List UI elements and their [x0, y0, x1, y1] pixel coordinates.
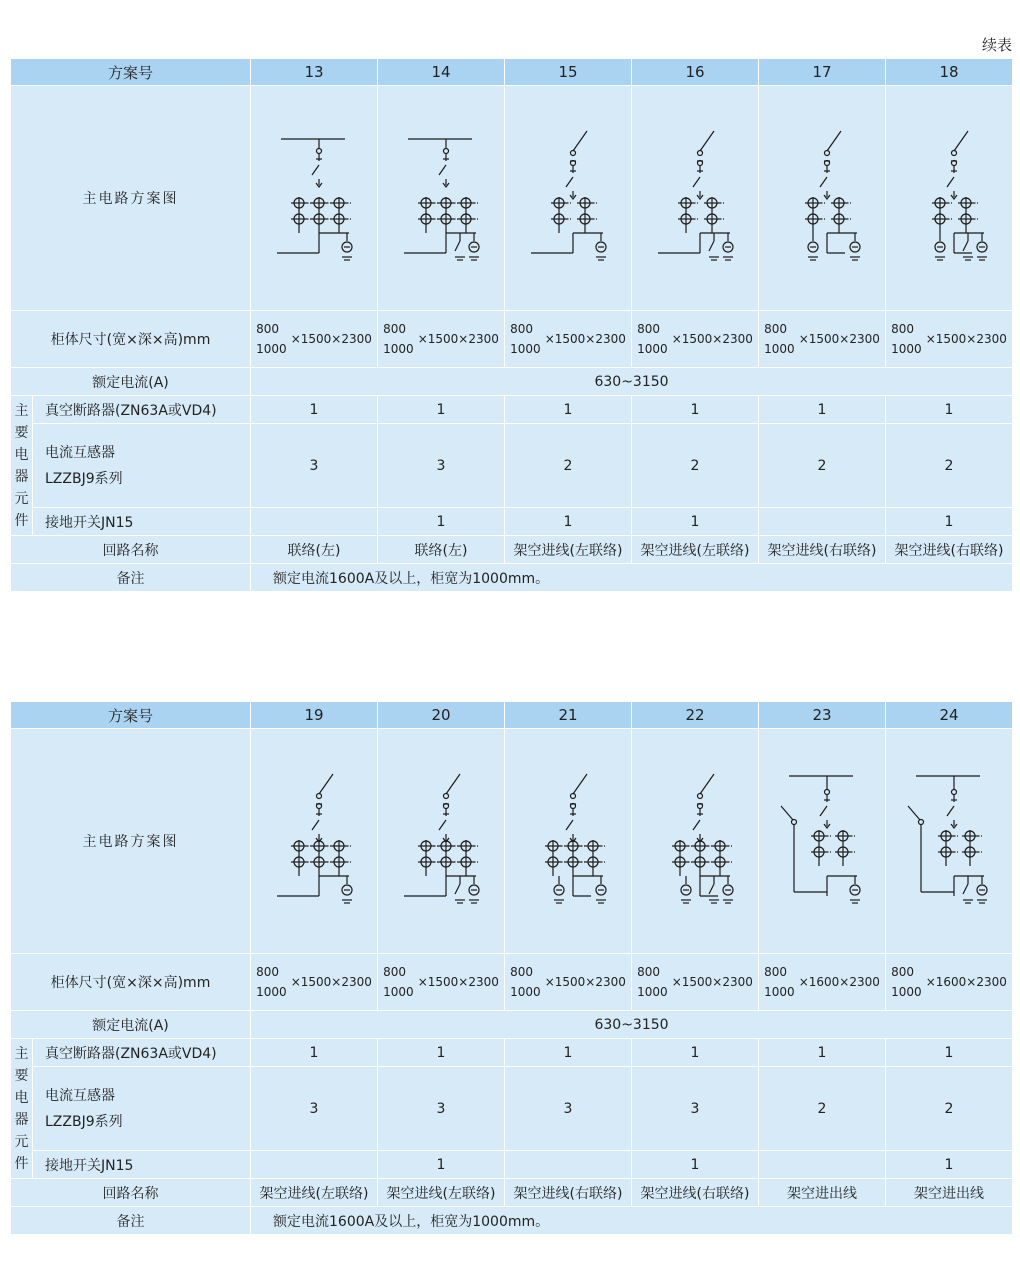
- scheme-no: 18: [886, 59, 1013, 86]
- circuit-name-label: 回路名称: [11, 536, 251, 564]
- scheme-no: 22: [632, 702, 759, 729]
- scheme-no: 21: [505, 702, 632, 729]
- ct-label: 电流互感器 LZZBJ9系列: [33, 1067, 251, 1151]
- ct-qty: 2: [886, 1067, 1013, 1151]
- scheme-no: 14: [378, 59, 505, 86]
- circuit-name-label: 回路名称: [11, 1179, 251, 1207]
- circuit-diagram: [759, 86, 886, 311]
- earthing-qty: [505, 1151, 632, 1179]
- scheme-no-label: 方案号: [11, 59, 251, 86]
- earthing-qty: [759, 1151, 886, 1179]
- circuit-name: 架空进线(左联络): [632, 536, 759, 564]
- circuit-diagram: [632, 86, 759, 311]
- breaker-qty: 1: [378, 396, 505, 424]
- ct-qty: 3: [251, 1067, 378, 1151]
- breaker-qty: 1: [632, 1039, 759, 1067]
- cabinet-dimensions: 800 1000 ×1500×2300: [505, 311, 632, 368]
- circuit-name: 架空进线(左联络): [251, 1179, 378, 1207]
- ct-qty: 2: [505, 424, 632, 508]
- circuit-diagram: [505, 86, 632, 311]
- circuit-diagram: [886, 86, 1013, 311]
- cabinet-dimensions: 800 1000 ×1500×2300: [378, 954, 505, 1011]
- earthing-label: 接地开关JN15: [33, 508, 251, 536]
- earthing-qty: [251, 508, 378, 536]
- earthing-qty: 1: [886, 508, 1013, 536]
- breaker-qty: 1: [505, 396, 632, 424]
- remarks-label: 备注: [11, 1207, 251, 1235]
- cabinet-dimensions: 800 1000 ×1500×2300: [378, 311, 505, 368]
- cabinet-dimensions: 800 1000 ×1500×2300: [251, 954, 378, 1011]
- breaker-qty: 1: [378, 1039, 505, 1067]
- main-components-label: 主 要 电 器 元 件: [11, 396, 33, 536]
- earthing-qty: 1: [886, 1151, 1013, 1179]
- circuit-name: 联络(左): [378, 536, 505, 564]
- ct-qty: 3: [505, 1067, 632, 1151]
- earthing-qty: [759, 508, 886, 536]
- breaker-qty: 1: [759, 396, 886, 424]
- ct-qty: 3: [378, 424, 505, 508]
- main-components-label: 主 要 电 器 元 件: [11, 1039, 33, 1179]
- cabinet-dimensions: 800 1000 ×1500×2300: [251, 311, 378, 368]
- circuit-diagram: [378, 729, 505, 954]
- remarks-value: 额定电流1600A及以上，柜宽为1000mm。: [251, 564, 1013, 592]
- cabinet-dimensions: 800 1000 ×1500×2300: [632, 954, 759, 1011]
- breaker-qty: 1: [759, 1039, 886, 1067]
- scheme-no: 16: [632, 59, 759, 86]
- scheme-no: 19: [251, 702, 378, 729]
- cabinet-dimensions: 800 1000 ×1600×2300: [886, 954, 1013, 1011]
- scheme-no: 17: [759, 59, 886, 86]
- breaker-label: 真空断路器(ZN63A或VD4): [33, 1039, 251, 1067]
- breaker-qty: 1: [886, 396, 1013, 424]
- breaker-qty: 1: [251, 396, 378, 424]
- circuit-name: 架空进线(左联络): [505, 536, 632, 564]
- scheme-no-label: 方案号: [11, 702, 251, 729]
- circuit-diagram: [632, 729, 759, 954]
- remarks-value: 额定电流1600A及以上，柜宽为1000mm。: [251, 1207, 1013, 1235]
- cabinet-dimensions: 800 1000 ×1500×2300: [759, 311, 886, 368]
- cabinet-dimensions: 800 1000 ×1500×2300: [886, 311, 1013, 368]
- circuit-diagram: [251, 729, 378, 954]
- circuit-name: 架空进线(左联络): [378, 1179, 505, 1207]
- ct-qty: 3: [378, 1067, 505, 1151]
- earthing-qty: [251, 1151, 378, 1179]
- earthing-qty: 1: [632, 1151, 759, 1179]
- circuit-name: 架空进出线: [886, 1179, 1013, 1207]
- circuit-name: 架空进线(右联络): [759, 536, 886, 564]
- rated-current-label: 额定电流(A): [11, 1011, 251, 1039]
- circuit-name: 架空进出线: [759, 1179, 886, 1207]
- dimensions-label: 柜体尺寸(宽×深×高)mm: [11, 311, 251, 368]
- rated-current-value: 630~3150: [251, 1011, 1013, 1039]
- scheme-no: 24: [886, 702, 1013, 729]
- circuit-diagram: [505, 729, 632, 954]
- circuit-diagram: [759, 729, 886, 954]
- cabinet-dimensions: 800 1000 ×1500×2300: [505, 954, 632, 1011]
- remarks-label: 备注: [11, 564, 251, 592]
- breaker-qty: 1: [886, 1039, 1013, 1067]
- breaker-qty: 1: [251, 1039, 378, 1067]
- scheme-no: 23: [759, 702, 886, 729]
- scheme-no: 20: [378, 702, 505, 729]
- rated-current-value: 630~3150: [251, 368, 1013, 396]
- circuit-name: 架空进线(右联络): [505, 1179, 632, 1207]
- circuit-name: 联络(左): [251, 536, 378, 564]
- ct-qty: 3: [251, 424, 378, 508]
- earthing-qty: 1: [378, 1151, 505, 1179]
- ct-label: 电流互感器 LZZBJ9系列: [33, 424, 251, 508]
- scheme-no: 13: [251, 59, 378, 86]
- breaker-label: 真空断路器(ZN63A或VD4): [33, 396, 251, 424]
- cabinet-dimensions: 800 1000 ×1500×2300: [632, 311, 759, 368]
- earthing-label: 接地开关JN15: [33, 1151, 251, 1179]
- breaker-qty: 1: [632, 396, 759, 424]
- ct-qty: 2: [886, 424, 1013, 508]
- ct-qty: 2: [632, 424, 759, 508]
- earthing-qty: 1: [505, 508, 632, 536]
- circuit-name: 架空进线(右联络): [886, 536, 1013, 564]
- ct-qty: 2: [759, 424, 886, 508]
- circuit-diagram: [886, 729, 1013, 954]
- cabinet-dimensions: 800 1000 ×1600×2300: [759, 954, 886, 1011]
- circuit-diagram: [251, 86, 378, 311]
- continued-label: 续表: [981, 36, 1012, 54]
- earthing-qty: 1: [632, 508, 759, 536]
- ct-qty: 2: [759, 1067, 886, 1151]
- circuit-diagram: [378, 86, 505, 311]
- earthing-qty: 1: [378, 508, 505, 536]
- ct-qty: 3: [632, 1067, 759, 1151]
- circuit-name: 架空进线(右联络): [632, 1179, 759, 1207]
- dimensions-label: 柜体尺寸(宽×深×高)mm: [11, 954, 251, 1011]
- scheme-table-2: [10, 701, 1013, 1235]
- rated-current-label: 额定电流(A): [11, 368, 251, 396]
- diagram-label: 主电路方案图: [11, 86, 251, 311]
- scheme-no: 15: [505, 59, 632, 86]
- breaker-qty: 1: [505, 1039, 632, 1067]
- scheme-table-1: [10, 58, 1013, 592]
- diagram-label: 主电路方案图: [11, 729, 251, 954]
